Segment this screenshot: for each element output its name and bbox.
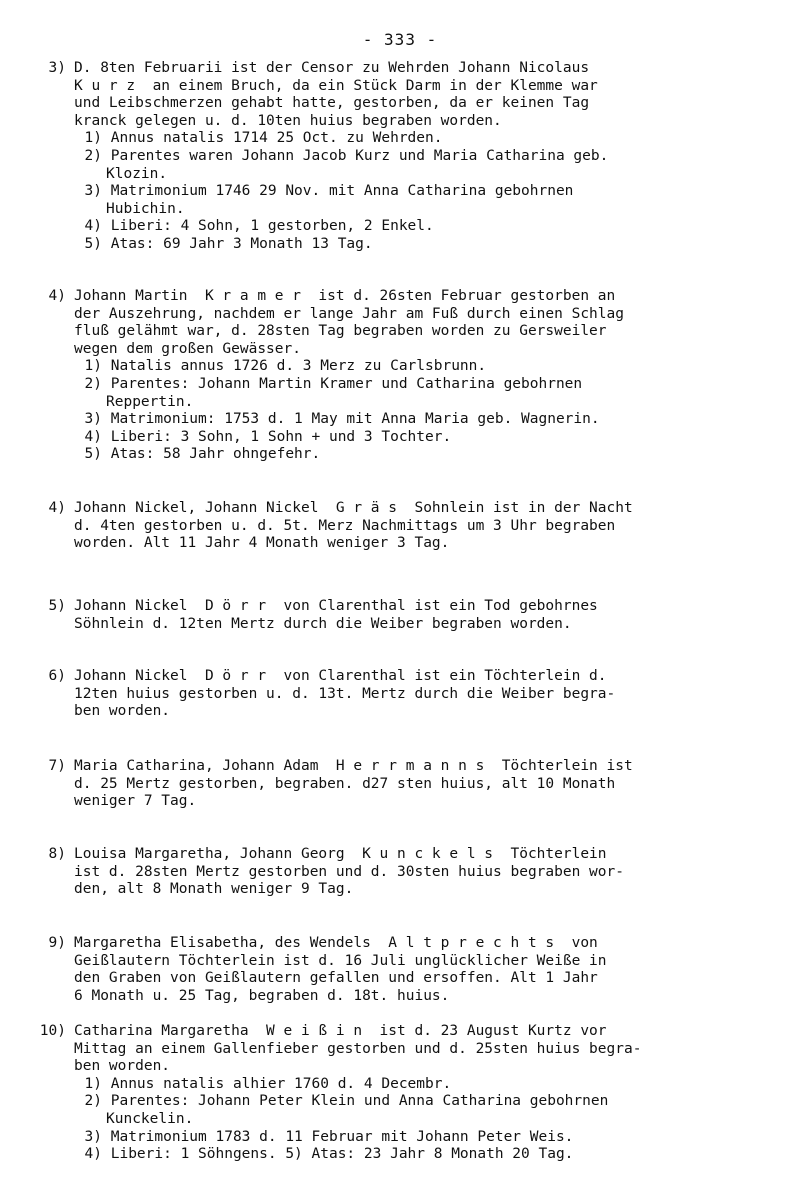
entry-line: ist d. 28sten Mertz gestorben und d. 30sten huius begraben wor-: [74, 863, 624, 880]
entry-subitem: [74, 1129, 774, 1147]
subitem-text: Liberi: 3 Sohn, 1 Sohn + und 3 Tochter.: [110, 428, 452, 445]
entry-line: und Leibschmerzen gehabt hatte, gestorben, da er keinen Tag: [74, 95, 590, 112]
subitem-text: Klozin.: [106, 165, 168, 182]
entry-line: K u r z an einem Bruch, da ein Stück Darm in der Klemme war: [74, 77, 598, 94]
entry-number: 5): [48, 598, 66, 614]
entry-line: ben worden.: [74, 1058, 171, 1075]
entry-body: [74, 60, 774, 254]
entry-line: den, alt 8 Monath weniger 9 Tag.: [74, 881, 354, 898]
entry-body: [74, 500, 774, 553]
entry-subitem: [74, 1076, 774, 1094]
subitem-text: Hubichin.: [106, 200, 185, 217]
subitem-text: Annus natalis 1714 25 Oct. zu Wehrden.: [110, 130, 443, 147]
entry-line: kranck gelegen u. d. 10ten huius begraben worden.: [74, 112, 502, 129]
entry-subitem: [74, 394, 774, 412]
entry-line: Mittag an einem Gallenfieber gestorben und d. 25sten huius begra-: [74, 1040, 642, 1057]
entry-subitem: [74, 1111, 774, 1129]
entry-line: Johann Nickel, Johann Nickel G r ä s Sohnlein ist in der Nacht: [74, 500, 633, 516]
subitem-text: Parentes: Johann Peter Klein und Anna Catharina gebohrnen: [110, 1093, 609, 1110]
entry-line: Louisa Margaretha, Johann Georg K u n c k e l s Töchterlein: [74, 846, 607, 862]
subitem-number: 5): [84, 235, 102, 252]
entry-body: [74, 758, 774, 811]
subitem-number: 1): [84, 1075, 102, 1092]
entry-line: d. 25 Mertz gestorben, begraben. d27 sten huius, alt 10 Monath: [74, 775, 616, 792]
entry-subitem: [74, 201, 774, 219]
entry-subitem: [74, 148, 774, 166]
entry-line: den Graben von Geißlautern gefallen und ersoffen. Alt 1 Jahr: [74, 970, 598, 987]
entry-number: 6): [48, 668, 66, 684]
subitem-number: 3): [84, 183, 102, 200]
entry-number: 9): [48, 935, 66, 951]
subitem-number: 5): [84, 446, 102, 463]
subitem-text: Reppertin.: [106, 393, 194, 410]
entry-line: ben worden.: [74, 703, 171, 720]
entry-line: D. 8ten Februarii ist der Censor zu Wehrden Johann Nicolaus: [74, 60, 590, 76]
subitem-text: Atas: 58 Jahr ohngefehr.: [110, 446, 321, 463]
entry-subitem: [74, 166, 774, 184]
page-number: - 333 -: [362, 30, 438, 49]
entry-line: Johann Nickel D ö r r von Clarenthal ist ein Töchterlein d.: [74, 668, 607, 684]
entry-line: d. 4ten gestorben u. d. 5t. Merz Nachmittags um 3 Uhr begraben: [74, 517, 616, 534]
subitem-number: 4): [84, 1146, 102, 1163]
entry-subitem: [74, 446, 774, 464]
entry-subitem: [74, 411, 774, 429]
entry-body: [74, 1023, 774, 1164]
entry-subitem: [74, 183, 774, 201]
entry-line: Maria Catharina, Johann Adam H e r r m a n n s Töchterlein ist: [74, 758, 633, 774]
subitem-text: Parentes waren Johann Jacob Kurz und Maria Catharina geb.: [110, 147, 609, 164]
entry-line: fluß gelähmt war, d. 28sten Tag begraben worden zu Gersweiler: [74, 323, 607, 340]
subitem-text: Annus natalis alhier 1760 d. 4 Decembr.: [110, 1075, 452, 1092]
entry-line: Catharina Margaretha W e i ß i n ist d. 23 August Kurtz vor: [74, 1023, 607, 1039]
subitem-text: Natalis annus 1726 d. 3 Merz zu Carlsbrunn.: [110, 358, 487, 375]
subitem-number: 1): [84, 130, 102, 147]
entry-line: wegen dem großen Gewässer.: [74, 340, 301, 357]
entry-line: weniger 7 Tag.: [74, 793, 197, 810]
subitem-text: Liberi: 4 Sohn, 1 gestorben, 2 Enkel.: [110, 218, 434, 235]
entry-number: 8): [48, 846, 66, 862]
entry-subitem: [74, 130, 774, 148]
entry-subitem: [74, 218, 774, 236]
entry-body: [74, 935, 774, 1005]
subitem-number: 2): [84, 147, 102, 164]
subitem-number: 3): [84, 1128, 102, 1145]
subitem-number: 2): [84, 375, 102, 392]
entry-subitem: [74, 429, 774, 447]
entry-line: Johann Nickel D ö r r von Clarenthal ist ein Tod gebohrnes: [74, 598, 598, 614]
entry-body: [74, 668, 774, 721]
entry-line: 6 Monath u. 25 Tag, begraben d. 18t. huius.: [74, 987, 450, 1004]
subitem-text: Matrimonium 1746 29 Nov. mit Anna Catharina gebohrnen: [110, 183, 574, 200]
entry-line: Söhnlein d. 12ten Mertz durch die Weiber begraben worden.: [74, 615, 572, 632]
entry-subitem: [74, 1146, 774, 1164]
subitem-text: Liberi: 1 Söhngens. 5) Atas: 23 Jahr 8 Monath 20 Tag.: [110, 1146, 574, 1163]
entry-number: 7): [48, 758, 66, 774]
entry-body: [74, 288, 774, 464]
entry-subitem: [74, 358, 774, 376]
entry-body: [74, 846, 774, 899]
subitem-text: Matrimonium: 1753 d. 1 May mit Anna Maria geb. Wagnerin.: [110, 411, 600, 428]
subitem-number: 4): [84, 428, 102, 445]
entry-number: 10): [39, 1023, 66, 1039]
entry-line: der Auszehrung, nachdem er lange Jahr am Fuß durch einen Schlag: [74, 305, 624, 322]
entry-body: [74, 598, 774, 633]
entry-number: 4): [48, 500, 66, 516]
subitem-number: 3): [84, 411, 102, 428]
subitem-text: Parentes: Johann Martin Kramer und Catharina gebohrnen: [110, 375, 583, 392]
subitem-text: Kunckelin.: [106, 1110, 194, 1127]
entry-number: 4): [48, 288, 66, 304]
subitem-number: 2): [84, 1093, 102, 1110]
subitem-number: 1): [84, 358, 102, 375]
entry-subitem: [74, 376, 774, 394]
entry-line: Margaretha Elisabetha, des Wendels A l t p r e c h t s von: [74, 935, 598, 951]
entry-subitem: [74, 1093, 774, 1111]
subitem-text: Atas: 69 Jahr 3 Monath 13 Tag.: [110, 235, 373, 252]
subitem-text: Matrimonium 1783 d. 11 Februar mit Johann Peter Weis.: [110, 1128, 574, 1145]
entry-number: 3): [48, 60, 66, 76]
entry-line: Geißlautern Töchterlein ist d. 16 Juli unglücklicher Weiße in: [74, 952, 607, 969]
entry-subitem: [74, 236, 774, 254]
subitem-number: 4): [84, 218, 102, 235]
entry-line: worden. Alt 11 Jahr 4 Monath weniger 3 Tag.: [74, 535, 450, 552]
entry-line: 12ten huius gestorben u. d. 13t. Mertz durch die Weiber begra-: [74, 685, 616, 702]
entry-line: Johann Martin K r a m e r ist d. 26sten Februar gestorben an: [74, 288, 616, 304]
